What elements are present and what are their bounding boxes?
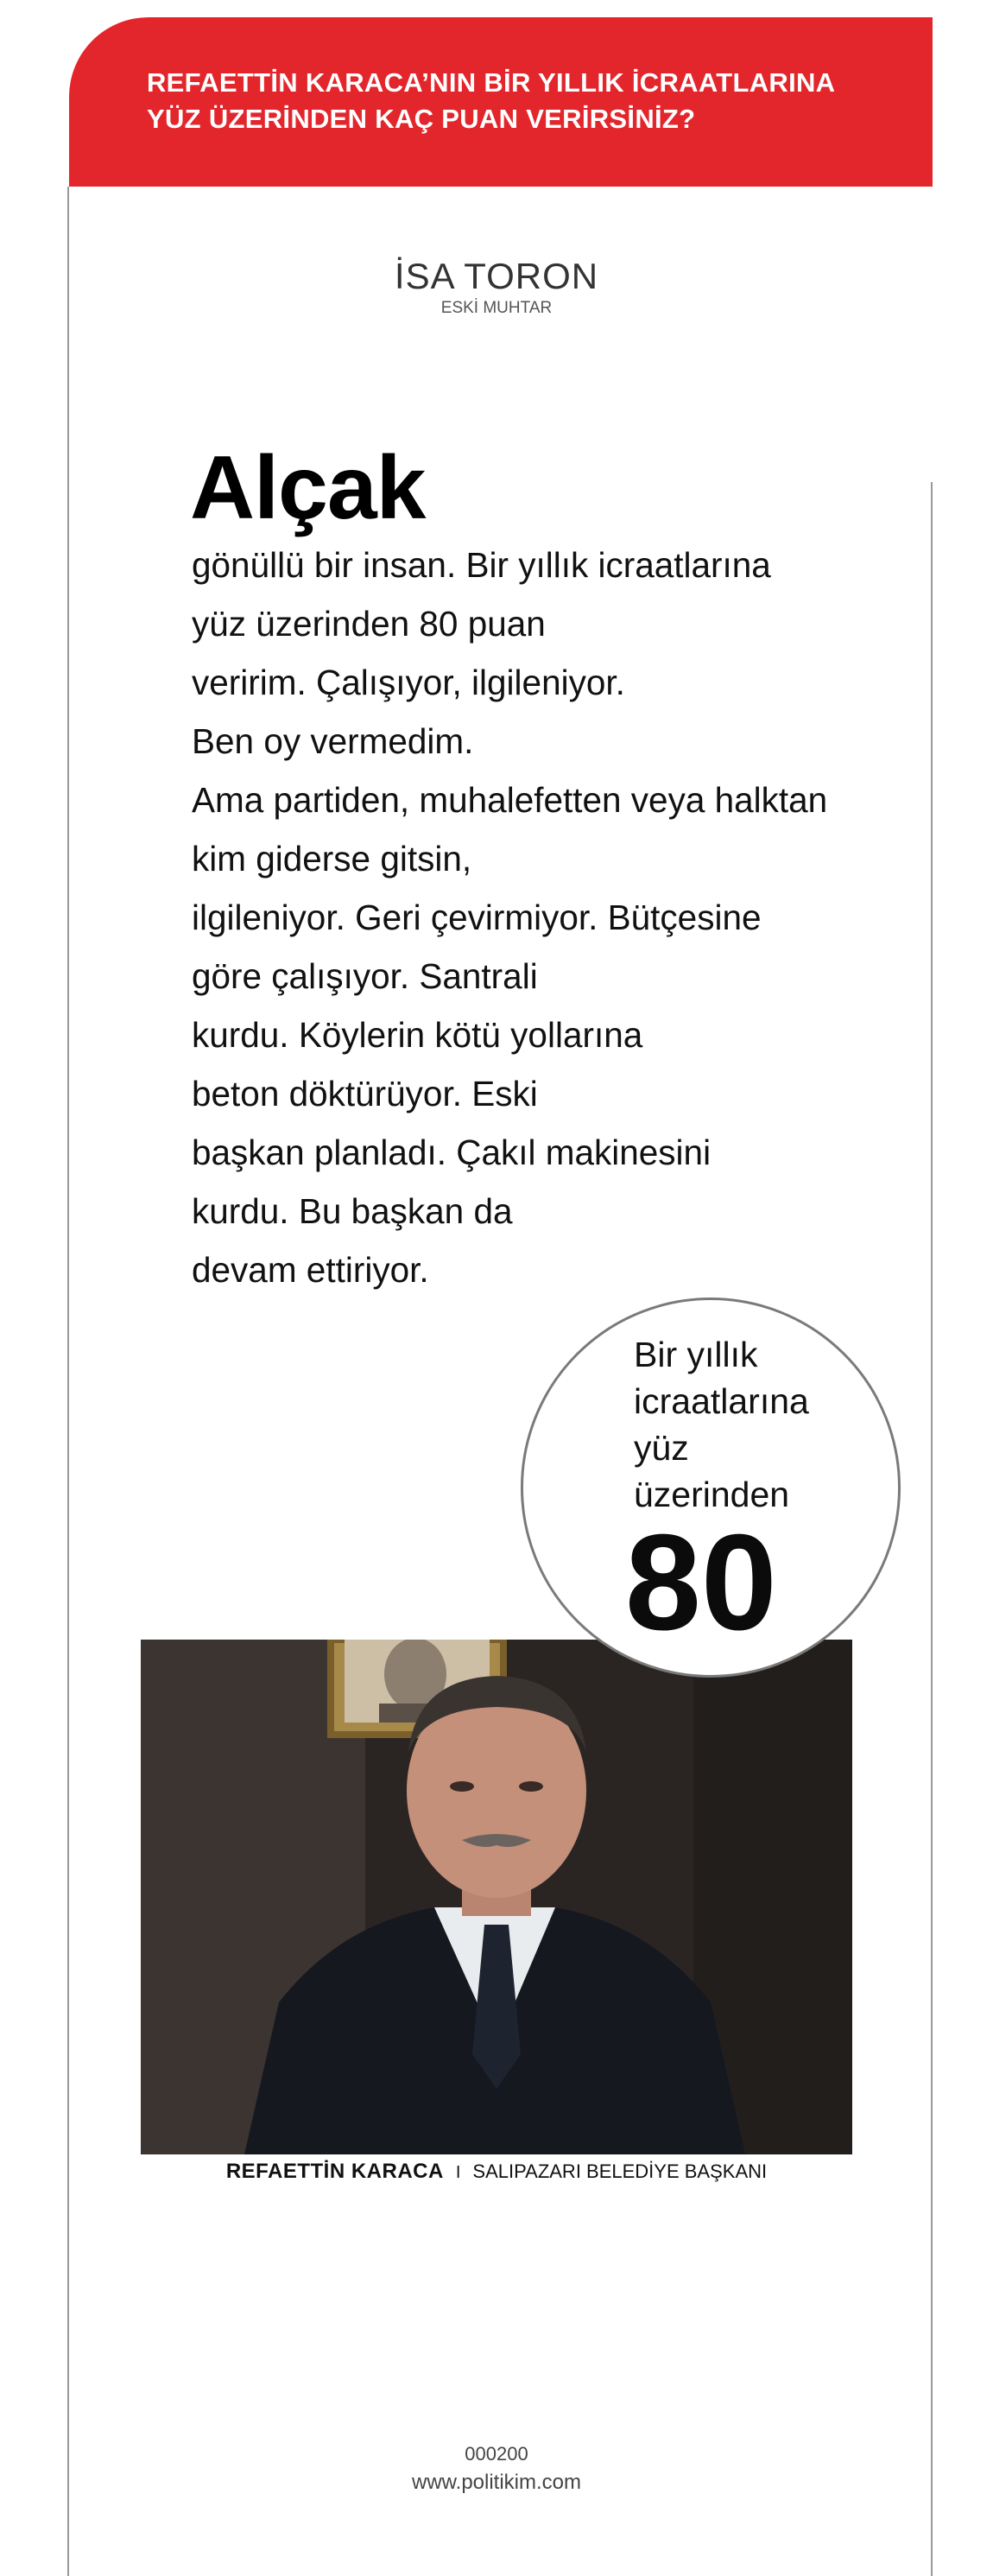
author-role: ESKİ MUHTAR bbox=[440, 299, 553, 317]
article-line: veririm. Çalışıyor, ilgileniyor. bbox=[192, 663, 625, 702]
article-line: Ama partiden, muhalefetten veya halktan bbox=[192, 780, 828, 820]
score-label-line: icraatlarına bbox=[634, 1381, 809, 1421]
article-line: yüz üzerinden 80 puan bbox=[192, 604, 546, 644]
article-line: kim giderse gitsin, bbox=[192, 839, 472, 879]
footer-url[interactable]: www.politikim.com bbox=[411, 2471, 582, 2494]
article-line: gönüllü bir insan. Bir yıllık icraatlarına bbox=[192, 545, 771, 585]
score-label-line: yüz bbox=[634, 1428, 689, 1468]
question-line-2: YÜZ ÜZERİNDEN KAÇ PUAN VERİRSİNİZ? bbox=[147, 104, 696, 134]
photo-caption bbox=[0, 2160, 993, 2184]
caption-separator: I bbox=[455, 2163, 461, 2182]
article-line: devam ettiriyor. bbox=[192, 1250, 429, 1290]
footer bbox=[0, 2443, 993, 2495]
question-banner bbox=[69, 17, 933, 187]
left-border-line bbox=[67, 187, 69, 2576]
right-border-line bbox=[931, 482, 933, 2576]
author-name: İSA TORON bbox=[394, 256, 599, 296]
score-label-line: Bir yıllık bbox=[634, 1335, 758, 1374]
article-line: beton döktürüyor. Eski bbox=[192, 1074, 538, 1114]
score-badge bbox=[521, 1298, 901, 1678]
article-line: Ben oy vermedim. bbox=[192, 721, 474, 761]
article-line: ilgileniyor. Geri çevirmiyor. Bütçesine bbox=[192, 898, 762, 937]
footer-code: 000200 bbox=[465, 2443, 528, 2465]
question-line-1: REFAETTİN KARACA’NIN BİR YILLIK İCRAATLARINA bbox=[147, 67, 836, 98]
caption-name: REFAETTİN KARACA bbox=[225, 2160, 444, 2183]
portrait-illustration bbox=[141, 1640, 852, 2154]
mayor-photo bbox=[141, 1640, 852, 2154]
caption-role: SALIPAZARI BELEDİYE BAŞKANI bbox=[472, 2160, 768, 2182]
article-line: kurdu. Köylerin kötü yollarına bbox=[192, 1015, 643, 1055]
article-headline: Alçak bbox=[190, 438, 426, 538]
article-line: başkan planladı. Çakıl makinesini bbox=[192, 1133, 712, 1172]
article-body bbox=[192, 536, 827, 1299]
score-value: 80 bbox=[625, 1507, 777, 1659]
article-line: kurdu. Bu başkan da bbox=[192, 1191, 513, 1231]
article-line: göre çalışıyor. Santrali bbox=[192, 956, 538, 996]
score-label-line: üzerinden bbox=[634, 1475, 790, 1514]
author-block bbox=[0, 256, 993, 318]
